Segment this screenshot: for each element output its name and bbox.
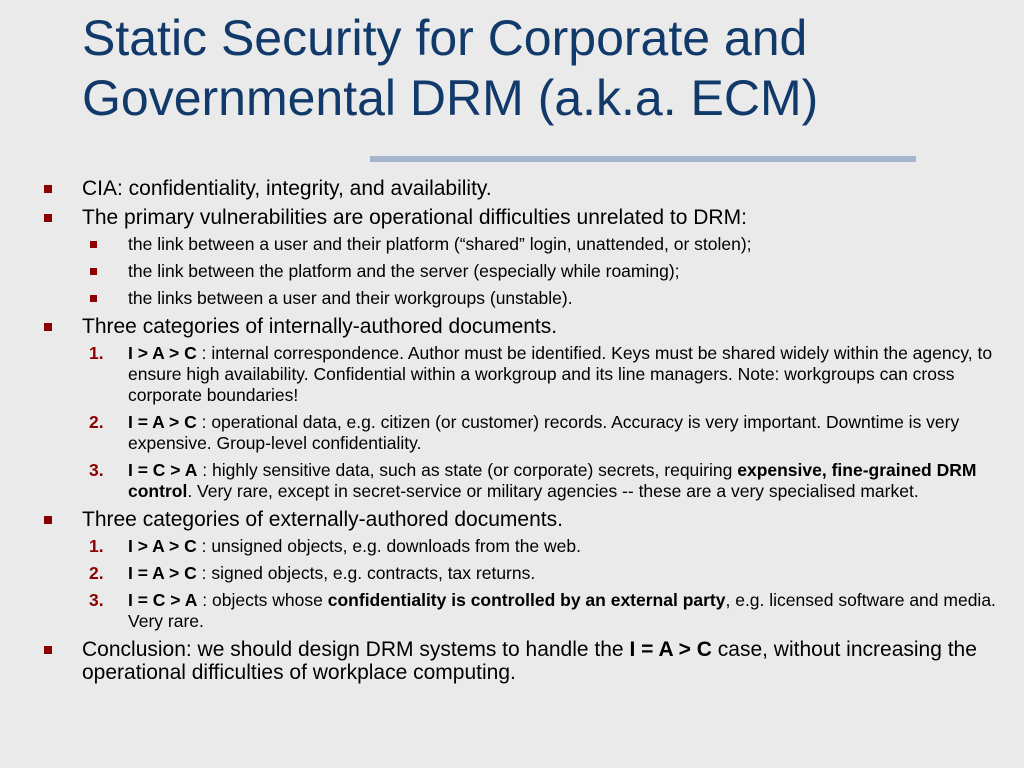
- item-text: , e.g. licensed software and media. Very rare.: [128, 590, 996, 631]
- bullet-vulnerabilities: [40, 206, 1005, 229]
- numbered-item: [40, 460, 1005, 502]
- vulnerabilities-list: [40, 234, 1005, 309]
- bullet-internal-documents: [40, 315, 1005, 338]
- numbered-item: [40, 412, 1005, 454]
- item-number: 3.: [89, 590, 104, 610]
- square-bullet-icon: [44, 185, 52, 193]
- bullet-text: The primary vulnerabilities are operational difficulties unrelated to DRM:: [82, 206, 747, 229]
- title-underline-rule: [370, 156, 916, 162]
- item-number: 1.: [89, 536, 104, 556]
- sub-bullet-text: the links between a user and their workgroups (unstable).: [128, 288, 573, 308]
- item-emphasis: expensive, fine-grained DRM control: [128, 460, 977, 501]
- bullet-text: Conclusion: we should design DRM systems to handle the: [82, 638, 630, 661]
- square-bullet-icon: [44, 516, 52, 524]
- bullet-conclusion: [40, 638, 1005, 684]
- numbered-item: [40, 563, 1005, 584]
- item-formula: I = C > A: [128, 590, 198, 610]
- sub-bullet-text: the link between a user and their platform (“shared” login, unattended, or stolen);: [128, 234, 752, 254]
- title-line-2: Governmental DRM (a.k.a. ECM): [82, 70, 819, 126]
- numbered-item: [40, 590, 1005, 632]
- square-bullet-icon: [44, 214, 52, 222]
- item-number: 2.: [89, 412, 104, 432]
- bullet-cia: [40, 177, 1005, 200]
- item-text: : highly sensitive data, such as state (or corporate) secrets, requiring: [197, 460, 738, 480]
- internal-categories-list: [40, 343, 1005, 502]
- slide-body: [40, 177, 1005, 690]
- external-categories-list: [40, 536, 1005, 632]
- bullet-external-documents: [40, 508, 1005, 531]
- item-text: : objects whose: [197, 590, 328, 610]
- item-text: . Very rare, except in secret-service or military agencies -- these are a very specialised market.: [187, 481, 919, 501]
- item-emphasis: confidentiality is controlled by an external party: [327, 590, 726, 610]
- item-text: : unsigned objects, e.g. downloads from the web.: [196, 536, 581, 556]
- numbered-item: [40, 343, 1005, 406]
- item-formula: I = A > C: [128, 563, 197, 583]
- item-formula: I > A > C: [128, 536, 197, 556]
- sub-bullet: [40, 234, 1005, 255]
- item-text: : operational data, e.g. citizen (or customer) records. Accuracy is very important. Downtime is very expensive. Group-level confidentiality.: [128, 412, 960, 453]
- bullet-text: CIA: confidentiality, integrity, and availability.: [82, 177, 492, 200]
- bullet-text: Three categories of internally-authored documents.: [82, 315, 558, 338]
- sub-bullet: [40, 261, 1005, 282]
- bullet-text: case, without increasing the operational difficulties of workplace computing.: [82, 638, 977, 684]
- sub-bullet: [40, 288, 1005, 309]
- item-text: : signed objects, e.g. contracts, tax returns.: [196, 563, 536, 583]
- square-bullet-icon: [90, 295, 97, 302]
- square-bullet-icon: [44, 323, 52, 331]
- item-formula: I > A > C: [128, 343, 197, 363]
- square-bullet-icon: [44, 646, 52, 654]
- item-number: 2.: [89, 563, 104, 583]
- square-bullet-icon: [90, 268, 97, 275]
- item-formula: I = C > A: [128, 460, 198, 480]
- conclusion-formula: I = A > C: [629, 638, 712, 661]
- item-formula: I = A > C: [128, 412, 197, 432]
- item-number: 3.: [89, 460, 104, 480]
- slide-title: [82, 8, 1002, 128]
- bullet-text: Three categories of externally-authored documents.: [82, 508, 563, 531]
- title-line-1: Static Security for Corporate and: [82, 10, 808, 66]
- item-number: 1.: [89, 343, 104, 363]
- sub-bullet-text: the link between the platform and the server (especially while roaming);: [128, 261, 680, 281]
- item-text: : internal correspondence. Author must be identified. Keys must be shared widely within the agency, to ensure high availability. Confidential within a workgroup and its line managers. Note: workgroups can cross corporate boundaries!: [128, 343, 993, 405]
- square-bullet-icon: [90, 241, 97, 248]
- numbered-item: [40, 536, 1005, 557]
